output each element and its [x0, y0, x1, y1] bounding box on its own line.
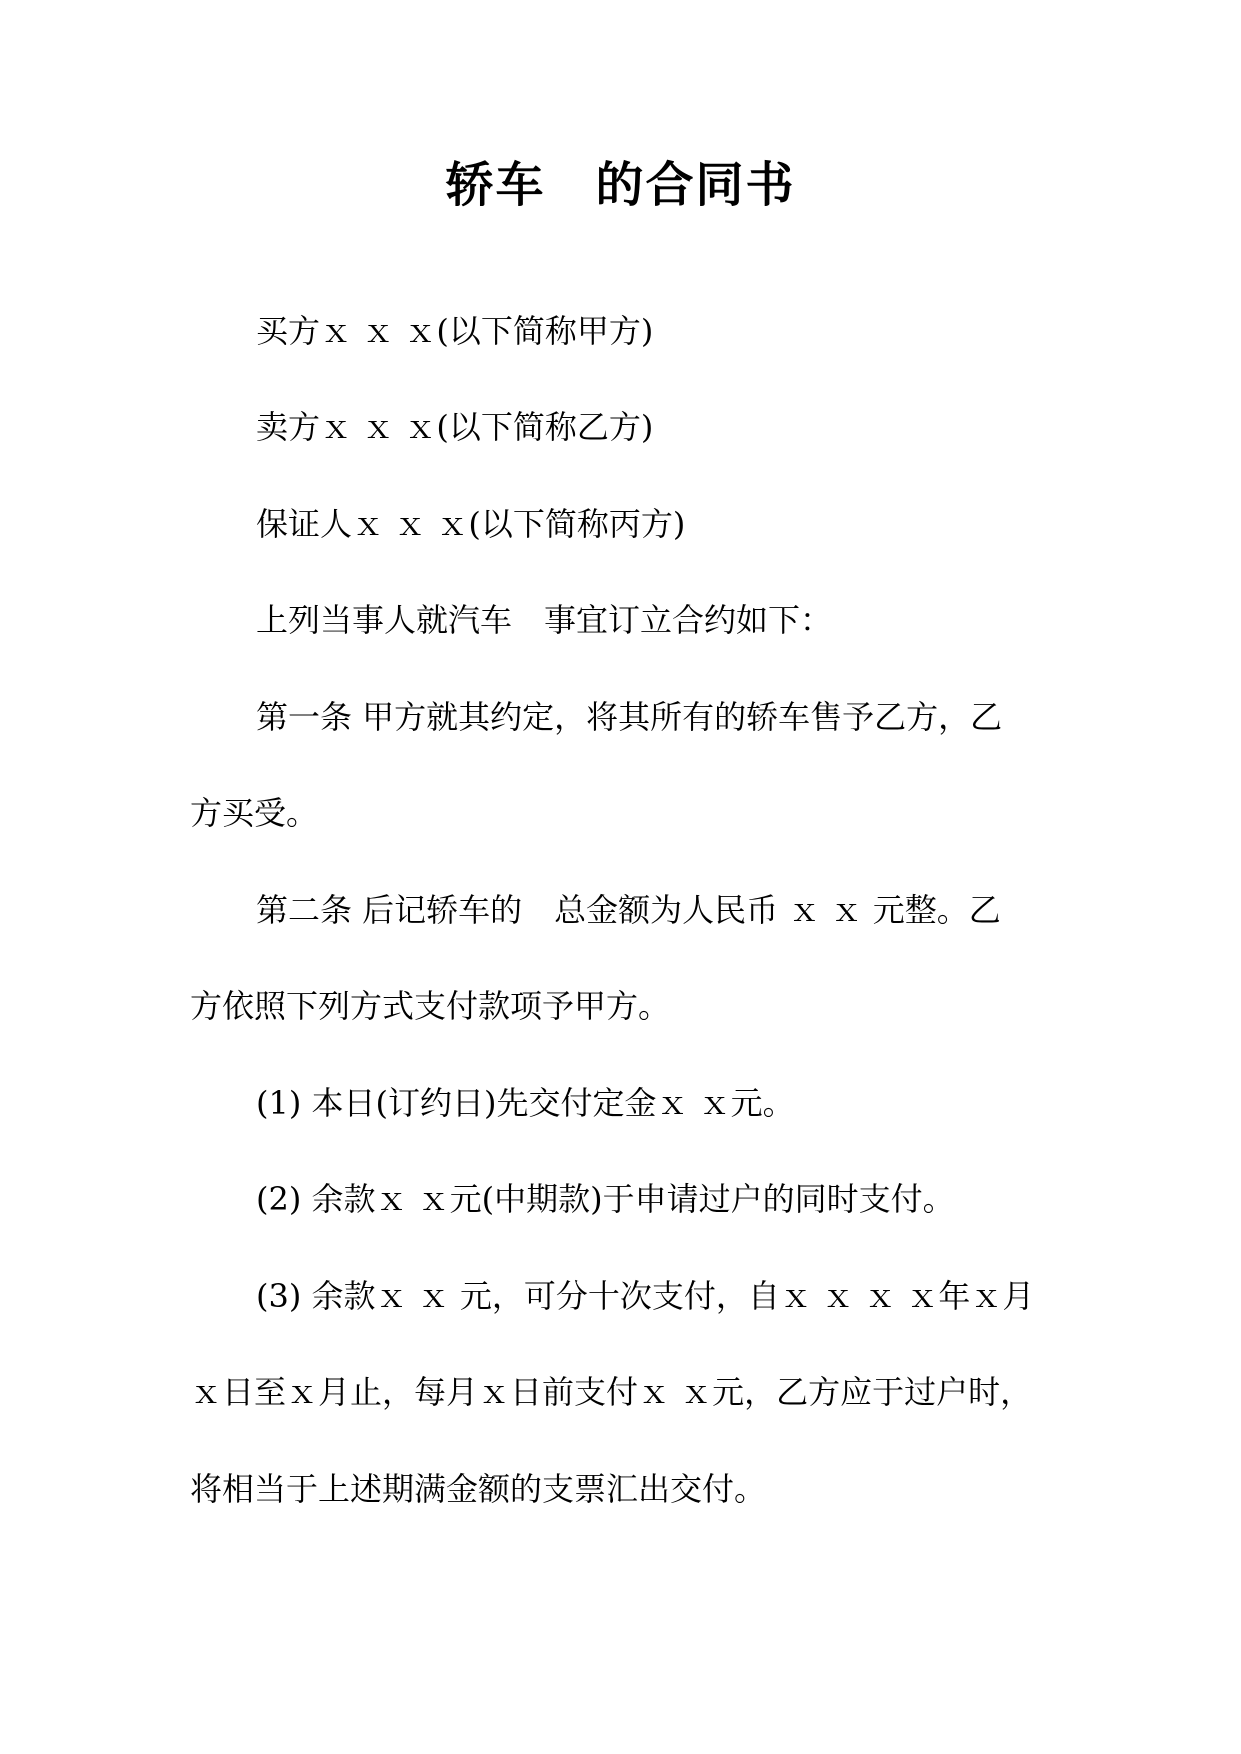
payment-item-2: (2) 余款ｘ ｘ元(中期款)于申请过户的同时支付。 — [256, 1180, 955, 1218]
article-2-line-2: 方依照下列方式支付款项予甲方。 — [190, 987, 671, 1025]
article-1-line-2: 方买受。 — [190, 794, 319, 832]
guarantor-line: 保证人ｘ ｘ ｘ(以下简称丙方) — [256, 505, 686, 543]
payment-item-3-line-3: 将相当于上述期满金额的支票汇出交付。 — [190, 1470, 767, 1508]
article-1-line-1: 第一条 甲方就其约定，将其所有的轿车售予乙方，乙 — [256, 698, 1003, 736]
preamble-line: 上列当事人就汽车 事宜订立合约如下： — [256, 601, 833, 639]
payment-item-3-line-2: ｘ日至ｘ月止，每月ｘ日前支付ｘ ｘ元，乙方应于过户时， — [190, 1373, 1033, 1411]
seller-line: 卖方ｘ ｘ ｘ(以下简称乙方) — [256, 408, 654, 446]
payment-item-1: (1) 本日(订约日)先交付定金ｘ ｘ元。 — [256, 1084, 795, 1122]
payment-item-3-line-1: (3) 余款ｘ ｘ 元，可分十次支付，自ｘ ｘ ｘ ｘ年ｘ月 — [256, 1277, 1035, 1315]
article-2-line-1: 第二条 后记轿车的 总金额为人民币 ｘ ｘ 元整。乙 — [256, 891, 1001, 929]
document-title: 轿车 的合同书 — [445, 157, 796, 213]
buyer-line: 买方ｘ ｘ ｘ(以下简称甲方) — [256, 312, 654, 350]
